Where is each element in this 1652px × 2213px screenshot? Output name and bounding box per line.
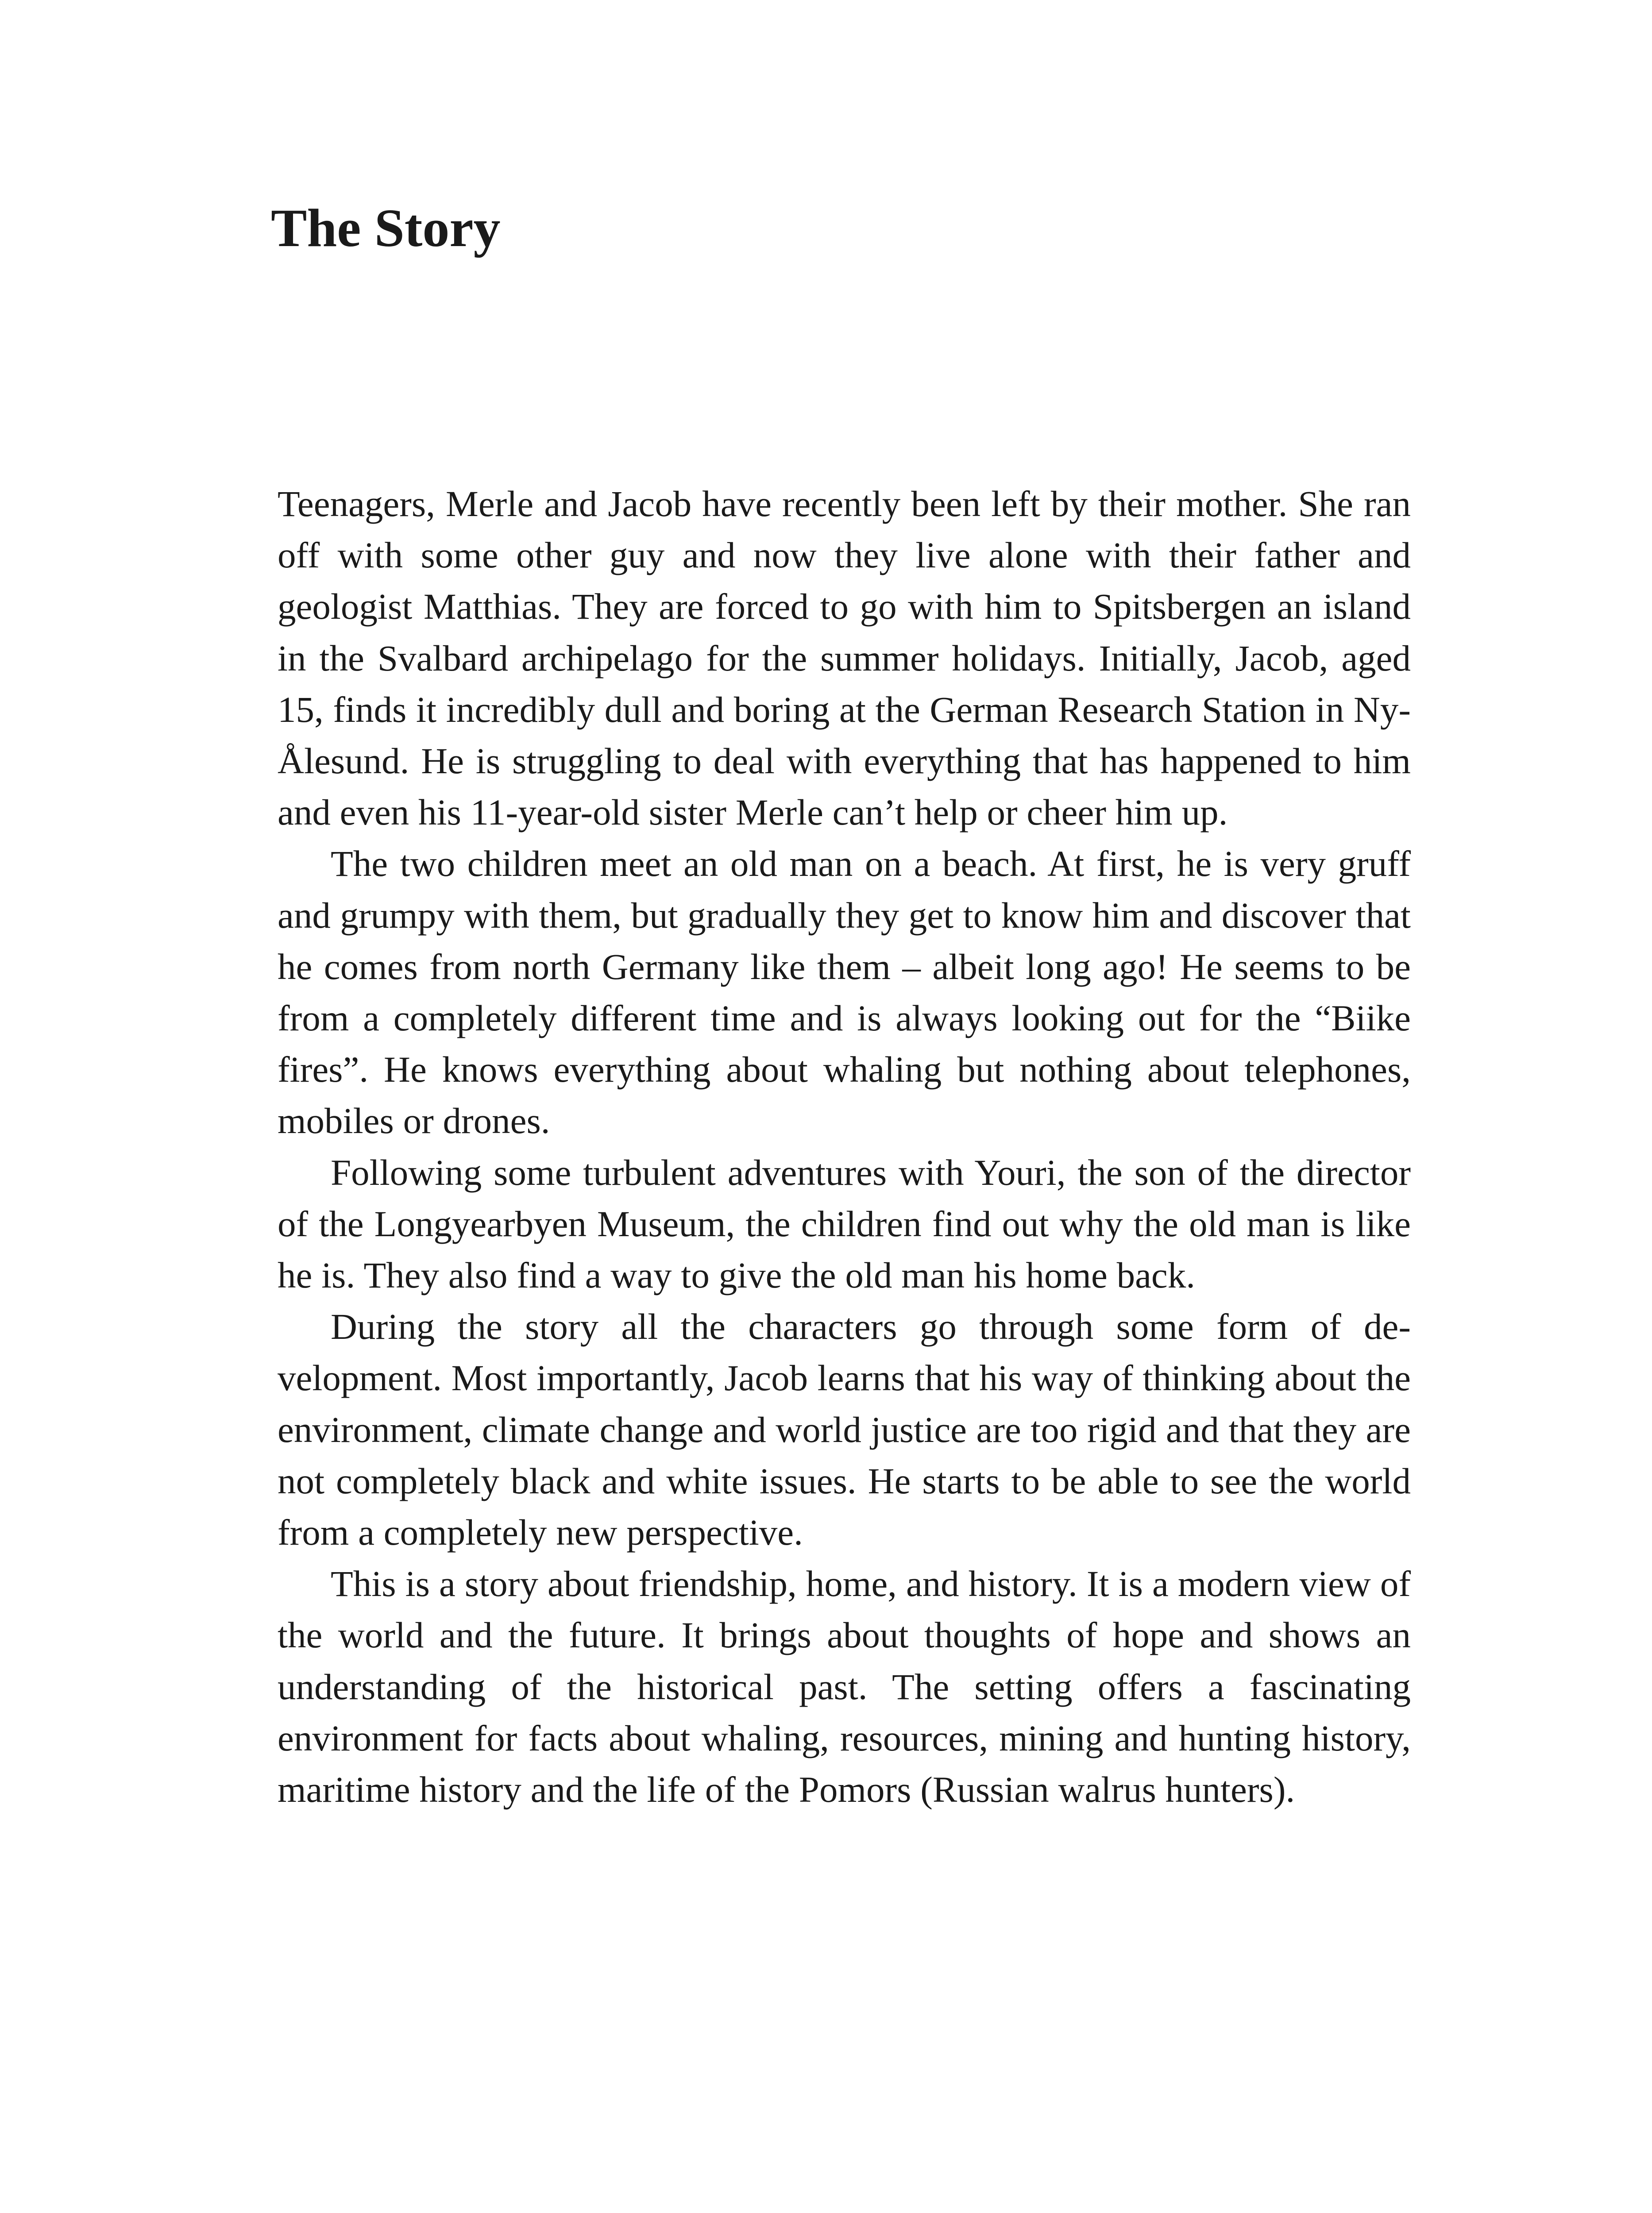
page-title: The Story xyxy=(271,198,501,258)
paragraph: Teenagers, Merle and Jacob have recently been left by their mother. She ran off with some other guy and now they live alone with their father and geologist Matthias. They are forced to go with him to Spitsbergen an island in the Svalbard archipelago for the summer holidays. Initially, Jacob, aged 15, finds it incredibly dull and boring at the German Research Station in Ny-Ålesund. He is struggling to deal with everything that has happened to him and even his 11-year-old sister Merle can’t help or cheer him up. xyxy=(278,483,1411,833)
paragraph: Following some turbulent adventures with Youri, the son of the director of the Longyearbyen Museum, the children find out why the old man is like he is. They also find a way to give the old man his home back. xyxy=(278,1152,1411,1296)
story-text xyxy=(278,478,1411,1815)
paragraph: During the story all the characters go through some form of development. Most importantly, Jacob learns that his way of thinking about the environment, climate change and world justice are too rigid and that they are not completely black and white issues. He starts to be able to see the world from a completely new perspective. xyxy=(278,1306,1411,1553)
paragraph: The two children meet an old man on a beach. At first, he is very gruff and grumpy with them, but gradually they get to know him and discover that he comes from north Germany like them – albeit long ago! He seems to be from a completely different time and is always looking out for the “Biike fires”. He knows everything about whaling but nothing about telephones, mobiles or drones. xyxy=(278,843,1411,1141)
paragraph: This is a story about friendship, home, and history. It is a modern view of the world and the future. It brings about thoughts of hope and shows an understanding of the historical past. The setting offers a fascinating environment for facts about whaling, resources, mining and hunting history, maritime history and the life of the Pomors (Russian walrus hunters). xyxy=(278,1563,1411,1810)
